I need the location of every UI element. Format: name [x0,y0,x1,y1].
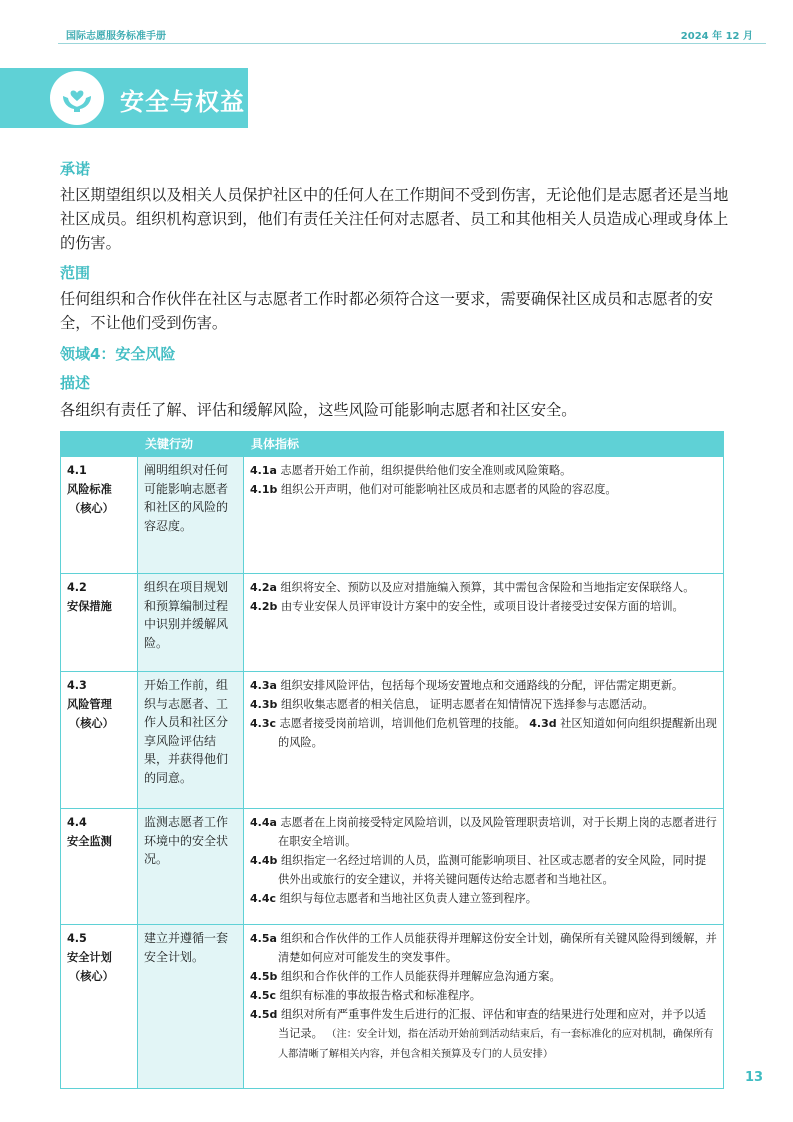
row-code-cell [61,925,138,1089]
scope-text: 任何组织和合作伙伴在社区与志愿者工作时都必须符合这一要求，需要确保社区成员和志愿者的安全，不让他们受到伤害。 [60,290,714,332]
indicator-text: 组织与每位志愿者和当地社区负责人建立签到程序。 [279,892,537,905]
care-hands-icon [50,71,104,125]
indicator-note: （注：安全计划，指在活动开始前到活动结束后，有一套标准化的应对机制，确保所有人都清晰了解相关内容，并包含相关预算及专门的人员安排） [278,1029,714,1060]
indicator-text: 组织将安全、预防以及应对措施编入预算，其中需包含保险和当地指定安保联络人。 [280,581,695,594]
domain-heading: 领域4：安全风险 [60,345,176,363]
commitment-heading: 承诺 [60,160,91,178]
row-indicators [244,672,724,809]
indicator-item [250,986,717,1005]
page-header [0,0,793,46]
indicator-text: 志愿者在上岗前接受特定风险培训，以及风险管理职责培训，对于长期上岗的志愿者进行在职安全培训。 [278,816,717,848]
indicator-id: 4.4a [250,816,277,829]
indicator-id: 4.2a [250,581,277,594]
indicator-text: 组织指定一名经过培训的人员，监测可能影响项目、社区或志愿者的安全风险，同时提供外出或旅行的安全建议，并将关键问题传达给志愿者和当地社区。 [278,854,707,886]
row-code-cell [61,457,138,574]
row-action: 阐明组织对任何可能影响志愿者和社区的风险的容忍度。 [138,457,244,574]
indicator-id: 4.1b [250,483,278,496]
indicator-id: 4.4b [250,854,278,867]
row-name: 安全监测 [67,835,112,848]
row-indicators [244,457,724,574]
row-name: 风险标准 [67,483,112,496]
indicator-text: 由专业安保人员评审设计方案中的安全性，或项目设计者接受过安保方面的培训。 [280,600,684,613]
indicator-item [250,676,717,695]
row-core: （核心） [69,502,114,515]
indicator-item [250,929,717,967]
section-banner [0,68,248,128]
indicator-text: 组织和合作伙伴的工作人员能获得并理解应急沟通方案。 [280,970,561,983]
row-core: （核心） [69,970,114,983]
description-text: 各组织有责任了解、评估和缓解风险，这些风险可能影响志愿者和社区安全。 [60,401,577,419]
indicator-id: 4.4c [250,892,277,905]
indicator-id: 4.1a [250,464,277,477]
table-row [61,672,724,809]
indicator-id: 4.5d [250,1008,278,1021]
page-number: 13 [745,1070,764,1085]
indicator-item [250,714,717,752]
indicator-text: 组织公开声明，他们对可能影响社区成员和志愿者的风险的容忍度。 [280,483,617,496]
indicator-id: 4.5b [250,970,278,983]
header-date: 2024 年 12 月 [680,31,753,42]
row-core: （核心） [69,717,114,730]
header-key-action: 关键行动 [138,432,244,457]
indicator-item [250,967,717,986]
row-indicators [244,574,724,672]
row-action: 建立并遵循一套安全计划。 [138,925,244,1089]
row-action: 组织在项目规划和预算编制过程中识别并缓解风险。 [138,574,244,672]
section-title: 安全与权益 [120,88,245,116]
indicator-item [250,480,717,499]
row-indicators [244,809,724,925]
row-code: 4.5 [67,932,87,945]
indicator-item [250,851,717,889]
row-code: 4.4 [67,816,87,829]
indicator-item [250,1005,717,1064]
row-name: 风险管理 [67,698,112,711]
indicator-item [250,578,717,597]
indicator-item [250,813,717,851]
indicator-text: 志愿者开始工作前，组织提供给他们安全准则或风险策略。 [280,464,572,477]
indicator-text: 社区知道如何向组织提醒新出现的风险。 [278,717,717,749]
header-code [61,432,138,457]
indicator-item [250,889,717,908]
header-title: 国际志愿服务标准手册 [66,31,166,42]
indicator-text: 组织有标准的事故报告格式和标准程序。 [279,989,481,1002]
standards-table [60,431,724,1089]
header-indicators: 具体指标 [244,432,724,457]
indicator-item [250,695,717,714]
indicator-id: 4.3d [529,717,557,730]
row-indicators [244,925,724,1089]
table-row [61,809,724,925]
table-row [61,457,724,574]
row-code-cell [61,809,138,925]
description-heading: 描述 [60,374,91,392]
table-row [61,925,724,1089]
row-code: 4.1 [67,464,87,477]
row-code: 4.3 [67,679,87,692]
commitment-text: 社区期望组织以及相关人员保护社区中的任何人在工作期间不受到伤害，无论他们是志愿者还是当地社区成员。组织机构意识到，他们有责任关注任何对志愿者、员工和其他相关人员造成心理或身体上的伤害。 [60,186,729,252]
row-name: 安保措施 [67,600,112,613]
indicator-text: 组织收集志愿者的相关信息， 证明志愿者在知情情况下选择参与志愿活动。 [280,698,654,711]
indicator-item [250,597,717,616]
indicator-id: 4.3a [250,679,277,692]
indicator-text: 组织安排风险评估，包括每个现场安置地点和交通路线的分配，评估需定期更新。 [280,679,684,692]
indicator-id: 4.5a [250,932,277,945]
scope-heading: 范围 [60,264,91,282]
indicator-id: 4.3c [250,717,277,730]
indicator-id: 4.5c [250,989,277,1002]
header-divider [58,43,766,44]
table-row [61,574,724,672]
indicator-id: 4.3b [250,698,278,711]
indicator-item [250,461,717,480]
indicator-text: 组织和合作伙伴的工作人员能获得并理解这份安全计划，确保所有关键风险得到缓解，并清楚如何应对可能发生的突发事件。 [278,932,717,964]
row-code-cell [61,672,138,809]
row-name: 安全计划 [67,951,112,964]
table-header-row [61,432,724,457]
row-action: 监测志愿者工作环境中的安全状况。 [138,809,244,925]
indicator-id: 4.2b [250,600,278,613]
row-code-cell [61,574,138,672]
row-code: 4.2 [67,581,87,594]
indicator-text: 组织对所有严重事件发生后进行的汇报、评估和审查的结果进行处理和应对，并予以适当记录。 [278,1008,707,1040]
indicator-text: 志愿者接受岗前培训，培训他们危机管理的技能。 [279,717,526,730]
row-action: 开始工作前，组织与志愿者、工作人员和社区分享风险评估结果，并获得他们的同意。 [138,672,244,809]
